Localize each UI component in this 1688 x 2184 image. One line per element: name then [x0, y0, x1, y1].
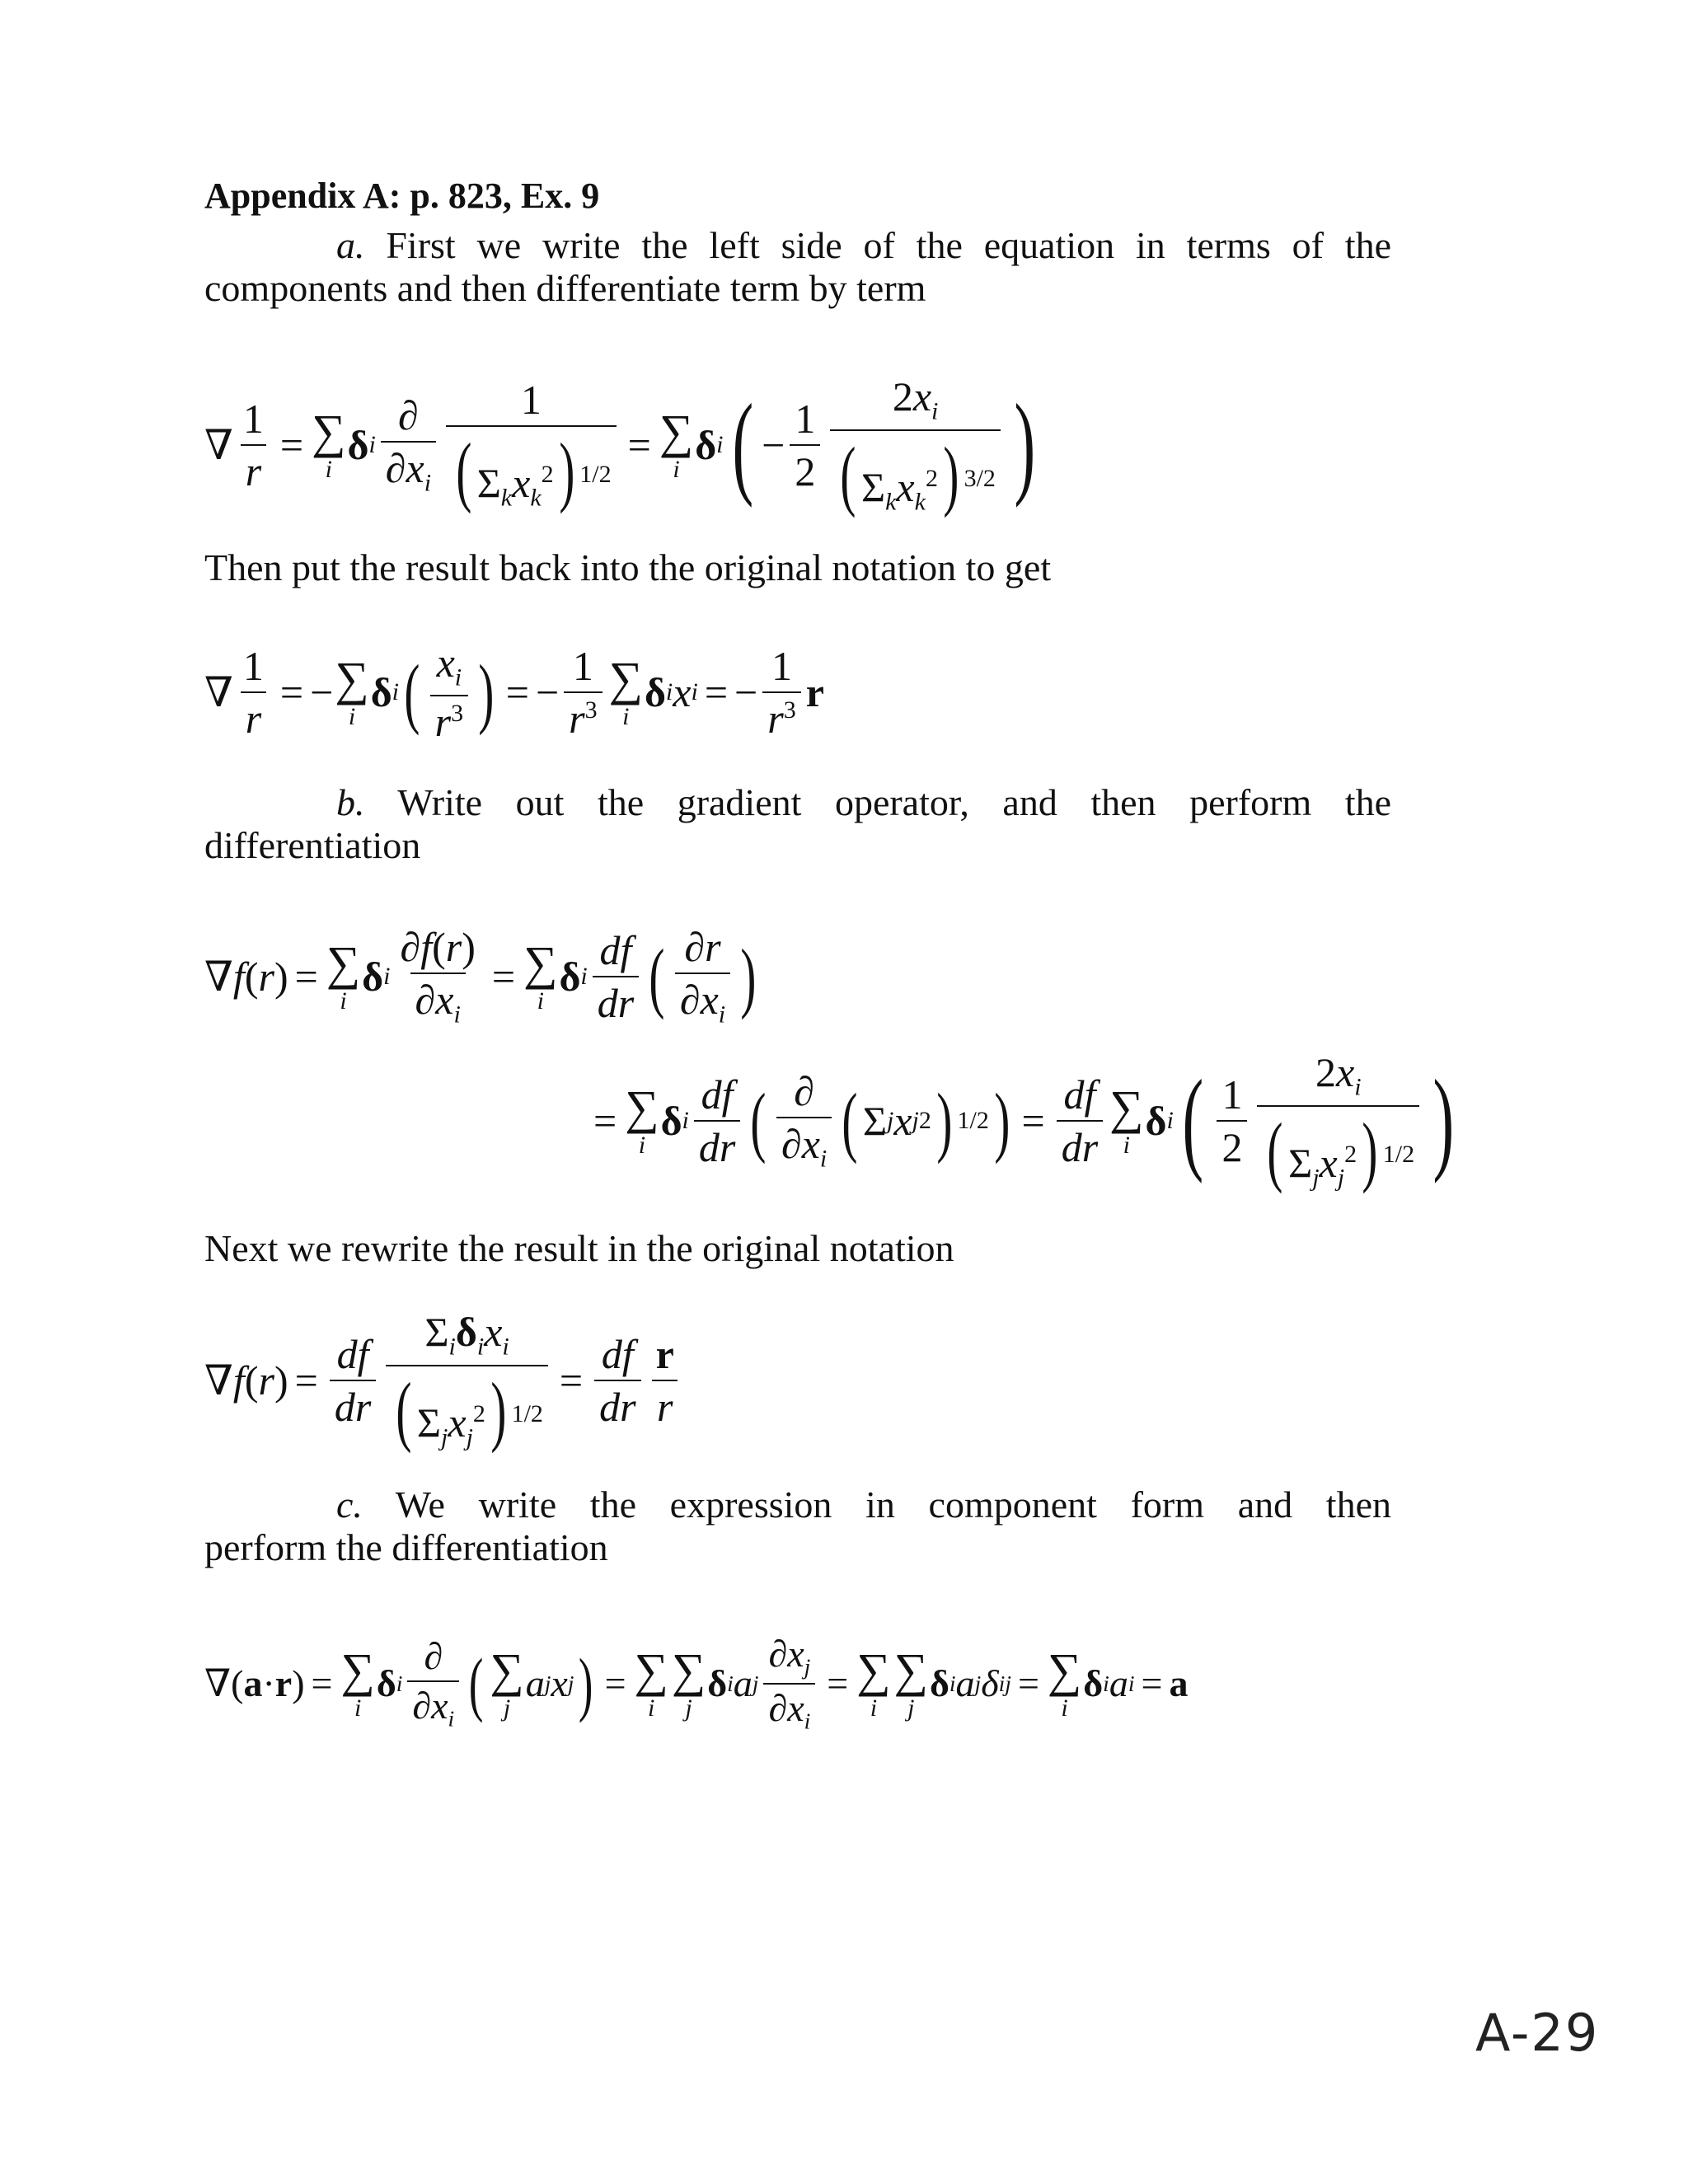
part-b-line-2: differentiation	[204, 824, 421, 866]
part-a-marker: a.	[336, 224, 365, 266]
equation-a-2: ∇ $\frac{1}{r}$ = − ∑ i δ i ( $\frac{x_i}{r^3}$ ) = − $\frac{1}{r^3}$ ∑ i δ i x i = − $\frac{1}{r^3}$ r	[204, 639, 824, 746]
part-b-paragraph	[204, 781, 1391, 867]
part-b-text-1: Write out the gradient operator, and then perform the	[364, 781, 1391, 823]
then-put-text: Then put the result back into the original notation to get	[204, 546, 1052, 588]
part-c-line-2: perform the differentiation	[204, 1526, 608, 1568]
page-number: A-29	[1475, 2003, 1600, 2063]
equation-b-3: ∇f(r) = $\frac{df}{dr}$ $\frac{\Sigma_i\delta_ix_i}{( \Sigma_jx_j^2) ^{1/2}}$ = $\frac{df}{dr}$ $\frac{r}{r}$	[204, 1310, 684, 1451]
part-b-marker: b.	[336, 781, 365, 823]
part-c-line-1	[204, 1483, 1391, 1526]
equation-b-1: ∇f(r) = ∑ i δ i $\frac{\partial f(r)}{\partial x_i}$ = ∑ i δ i $\frac{df}{dr}$ ( $\frac{\partial r}{\partial x_i}$ )	[204, 923, 757, 1029]
part-a-line-2: components and then differentiate term by term	[204, 267, 926, 309]
equation-b-2: = ∑ i δ i $\frac{df}{dr}$ ( $\frac{\partial}{\partial x_i}$ ( Σ j x j 2 ) 1/2 ) = $\frac{df}{dr}$ ∑ i δ i ( $\frac{1}{2}$ $\frac{2x_i}{( \Sigma_jx_j^2) ^{1/2}}$ )	[593, 1049, 1455, 1194]
part-c-text-1: We write the expression in component form and then	[362, 1483, 1391, 1526]
part-b-line-1	[204, 781, 1391, 824]
part-c-marker: c.	[336, 1483, 363, 1526]
next-rewrite-text: Next we rewrite the result in the original notation	[204, 1227, 954, 1269]
appendix-heading: Appendix A: p. 823, Ex. 9	[204, 176, 600, 216]
part-a-text-1: First we write the left side of the equation in terms of the	[364, 224, 1391, 266]
part-a-line-1	[204, 224, 1391, 267]
part-a-paragraph	[204, 224, 1391, 310]
equation-a-1: ∇ $\frac{1}{r}$ = ∑ i δ i $\frac{\partial}{\partial x_i}$ $\frac{1}{( \Sigma_kx_k^2) ^{1/2}}$ = ∑ i δ i ( − $\frac{1}{2}$ $\frac{2x_i}{( \Sigma_kx_k^2) ^{3/2}}$ )	[204, 373, 1036, 518]
part-c-paragraph	[204, 1483, 1391, 1569]
equation-c-1: ∇(a·r) = ∑ i δ i $\frac{\partial}{\partial x_i}$ ( ∑ j a j x j ) = ∑ i ∑ j δ i a j $\frac{\partial x_j}{\partial x_i}$ = ∑ i ∑ j δ i a j δ ij = ∑ i δ i a i = a	[204, 1632, 1189, 1734]
